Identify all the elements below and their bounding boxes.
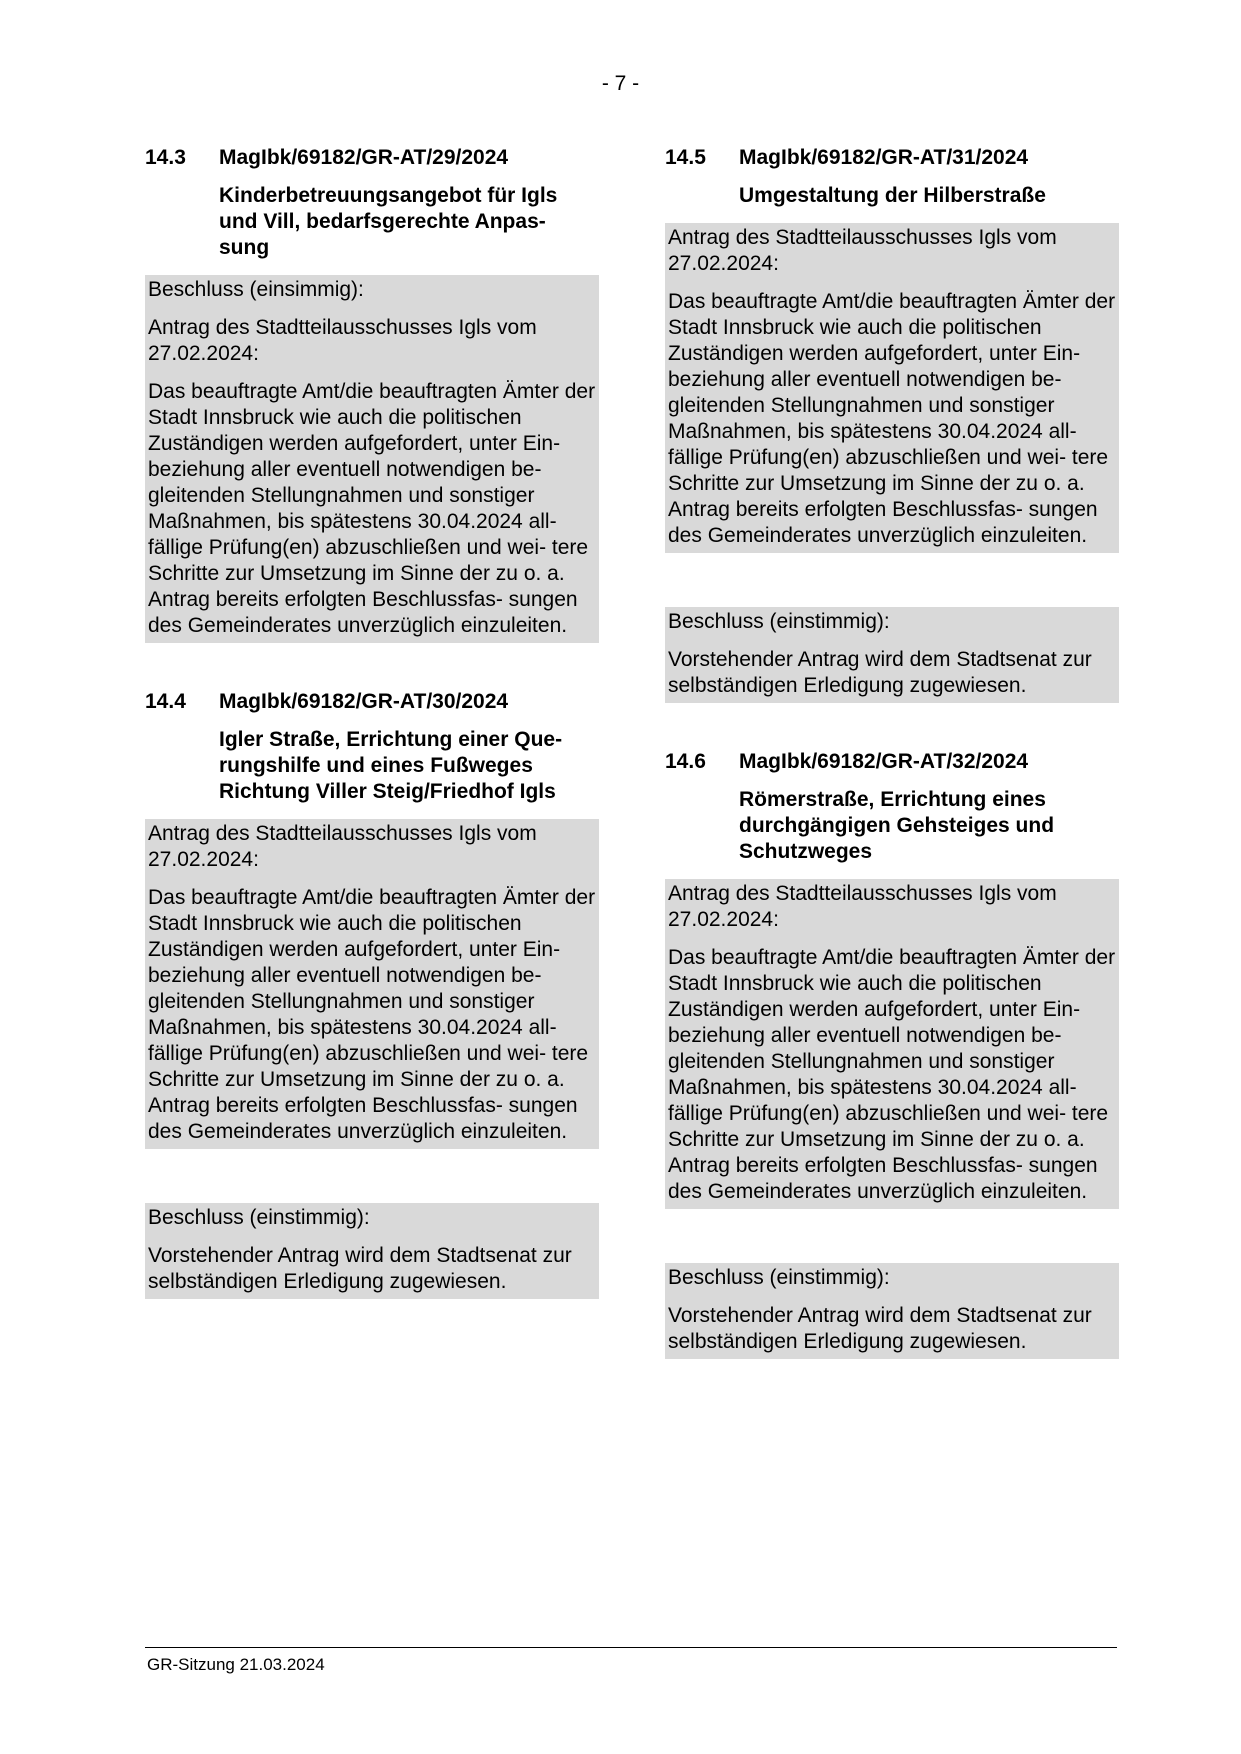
resolution-text: Vorstehender Antrag wird dem Stadtsenat zur selbständigen Erledigung zugewiesen. bbox=[668, 648, 1092, 697]
left-column bbox=[145, 145, 599, 1299]
motion-heading: Antrag des Stadtteilausschusses Igls vom 27.02.2024: bbox=[148, 316, 537, 365]
item-title: Römerstraße, Errichtung eines durchgängigen Gehsteiges und Schutzweges bbox=[739, 788, 1055, 863]
right-column bbox=[665, 145, 1119, 1359]
resolution-text: Vorstehender Antrag wird dem Stadtsenat zur selbständigen Erledigung zugewiesen. bbox=[668, 1304, 1092, 1353]
resolution-label: Beschluss (einstimmig): bbox=[148, 1206, 370, 1229]
resolution-block bbox=[665, 607, 1119, 703]
motion-block bbox=[665, 223, 1119, 553]
motion-block bbox=[145, 819, 599, 1149]
motion-text: Das beauftragte Amt/die beauftragten Ämter der Stadt Innsbruck wie auch die politischen Zuständigen werden aufgefordert, unter Ein- beziehung aller eventuell notwendigen be- gleitenden Stellungnahmen und sonstiger Maßnahmen, bis spätestens 30.04.2024 all- fällige Prüfung(en) abzuschließen und wei- tere Schritte zur Umsetzung im Sinne der zu o. a. Antrag bereits erfolgten Beschlussfas- sungen des Gemeinderates unverzüglich einzuleiten. bbox=[668, 946, 1116, 1203]
resolution-block bbox=[145, 275, 599, 643]
item-reference: MagIbk/69182/GR-AT/29/2024 bbox=[219, 146, 509, 169]
item-reference: MagIbk/69182/GR-AT/30/2024 bbox=[219, 690, 509, 713]
page-number: - 7 - bbox=[601, 72, 640, 95]
motion-heading: Antrag des Stadtteilausschusses Igls vom 27.02.2024: bbox=[668, 882, 1057, 931]
item-number: 14.5 bbox=[665, 146, 706, 169]
resolution-label: Beschluss (einstimmig): bbox=[668, 1266, 890, 1289]
item-reference: MagIbk/69182/GR-AT/31/2024 bbox=[739, 146, 1029, 169]
item-header bbox=[665, 145, 1119, 171]
agenda-item-14-6 bbox=[665, 749, 1119, 1359]
resolution-label: Beschluss (einstimmig): bbox=[668, 610, 890, 633]
footer-text: GR-Sitzung 21.03.2024 bbox=[147, 1655, 325, 1674]
motion-heading: Antrag des Stadtteilausschusses Igls vom 27.02.2024: bbox=[148, 822, 537, 871]
item-number: 14.3 bbox=[145, 146, 186, 169]
resolution-text: Vorstehender Antrag wird dem Stadtsenat zur selbständigen Erledigung zugewiesen. bbox=[148, 1244, 572, 1293]
motion-heading: Antrag des Stadtteilausschusses Igls vom 27.02.2024: bbox=[668, 226, 1057, 275]
item-title: Umgestaltung der Hilberstraße bbox=[739, 184, 1046, 207]
item-reference: MagIbk/69182/GR-AT/32/2024 bbox=[739, 750, 1029, 773]
agenda-item-14-3 bbox=[145, 145, 599, 643]
footer-divider bbox=[145, 1647, 1117, 1648]
item-title: Igler Straße, Errichtung einer Que- rungshilfe und eines Fußweges Richtung Viller Steig/Friedhof Igls bbox=[219, 728, 563, 803]
motion-block bbox=[665, 879, 1119, 1209]
resolution-block bbox=[145, 1203, 599, 1299]
resolution-label: Beschluss (einsimmig): bbox=[148, 278, 364, 301]
item-header bbox=[665, 749, 1119, 775]
item-title: Kinderbetreuungsangebot für Igls und Vill, bedarfsgerechte Anpas- sung bbox=[219, 184, 558, 259]
resolution-block bbox=[665, 1263, 1119, 1359]
item-number: 14.6 bbox=[665, 750, 706, 773]
agenda-item-14-5 bbox=[665, 145, 1119, 703]
motion-text: Das beauftragte Amt/die beauftragten Ämter der Stadt Innsbruck wie auch die politischen Zuständigen werden aufgefordert, unter Ein- beziehung aller eventuell notwendigen be- gleitenden Stellungnahmen und sonstiger Maßnahmen, bis spätestens 30.04.2024 all- fällige Prüfung(en) abzuschließen und wei- tere Schritte zur Umsetzung im Sinne der zu o. a. Antrag bereits erfolgten Beschlussfas- sungen des Gemeinderates unverzüglich einzuleiten. bbox=[668, 290, 1116, 547]
motion-text: Das beauftragte Amt/die beauftragten Ämter der Stadt Innsbruck wie auch die politischen Zuständigen werden aufgefordert, unter Ein- beziehung aller eventuell notwendigen be- gleitenden Stellungnahmen und sonstiger Maßnahmen, bis spätestens 30.04.2024 all- fällige Prüfung(en) abzuschließen und wei- tere Schritte zur Umsetzung im Sinne der zu o. a. Antrag bereits erfolgten Beschlussfas- sungen des Gemeinderates unverzüglich einzuleiten. bbox=[148, 380, 596, 637]
motion-text: Das beauftragte Amt/die beauftragten Ämter der Stadt Innsbruck wie auch die politischen Zuständigen werden aufgefordert, unter Ein- beziehung aller eventuell notwendigen be- gleitenden Stellungnahmen und sonstiger Maßnahmen, bis spätestens 30.04.2024 all- fällige Prüfung(en) abzuschließen und wei- tere Schritte zur Umsetzung im Sinne der zu o. a. Antrag bereits erfolgten Beschlussfas- sungen des Gemeinderates unverzüglich einzuleiten. bbox=[148, 886, 596, 1143]
item-header bbox=[145, 145, 599, 171]
item-number: 14.4 bbox=[145, 690, 186, 713]
item-header bbox=[145, 689, 599, 715]
agenda-item-14-4 bbox=[145, 689, 599, 1299]
